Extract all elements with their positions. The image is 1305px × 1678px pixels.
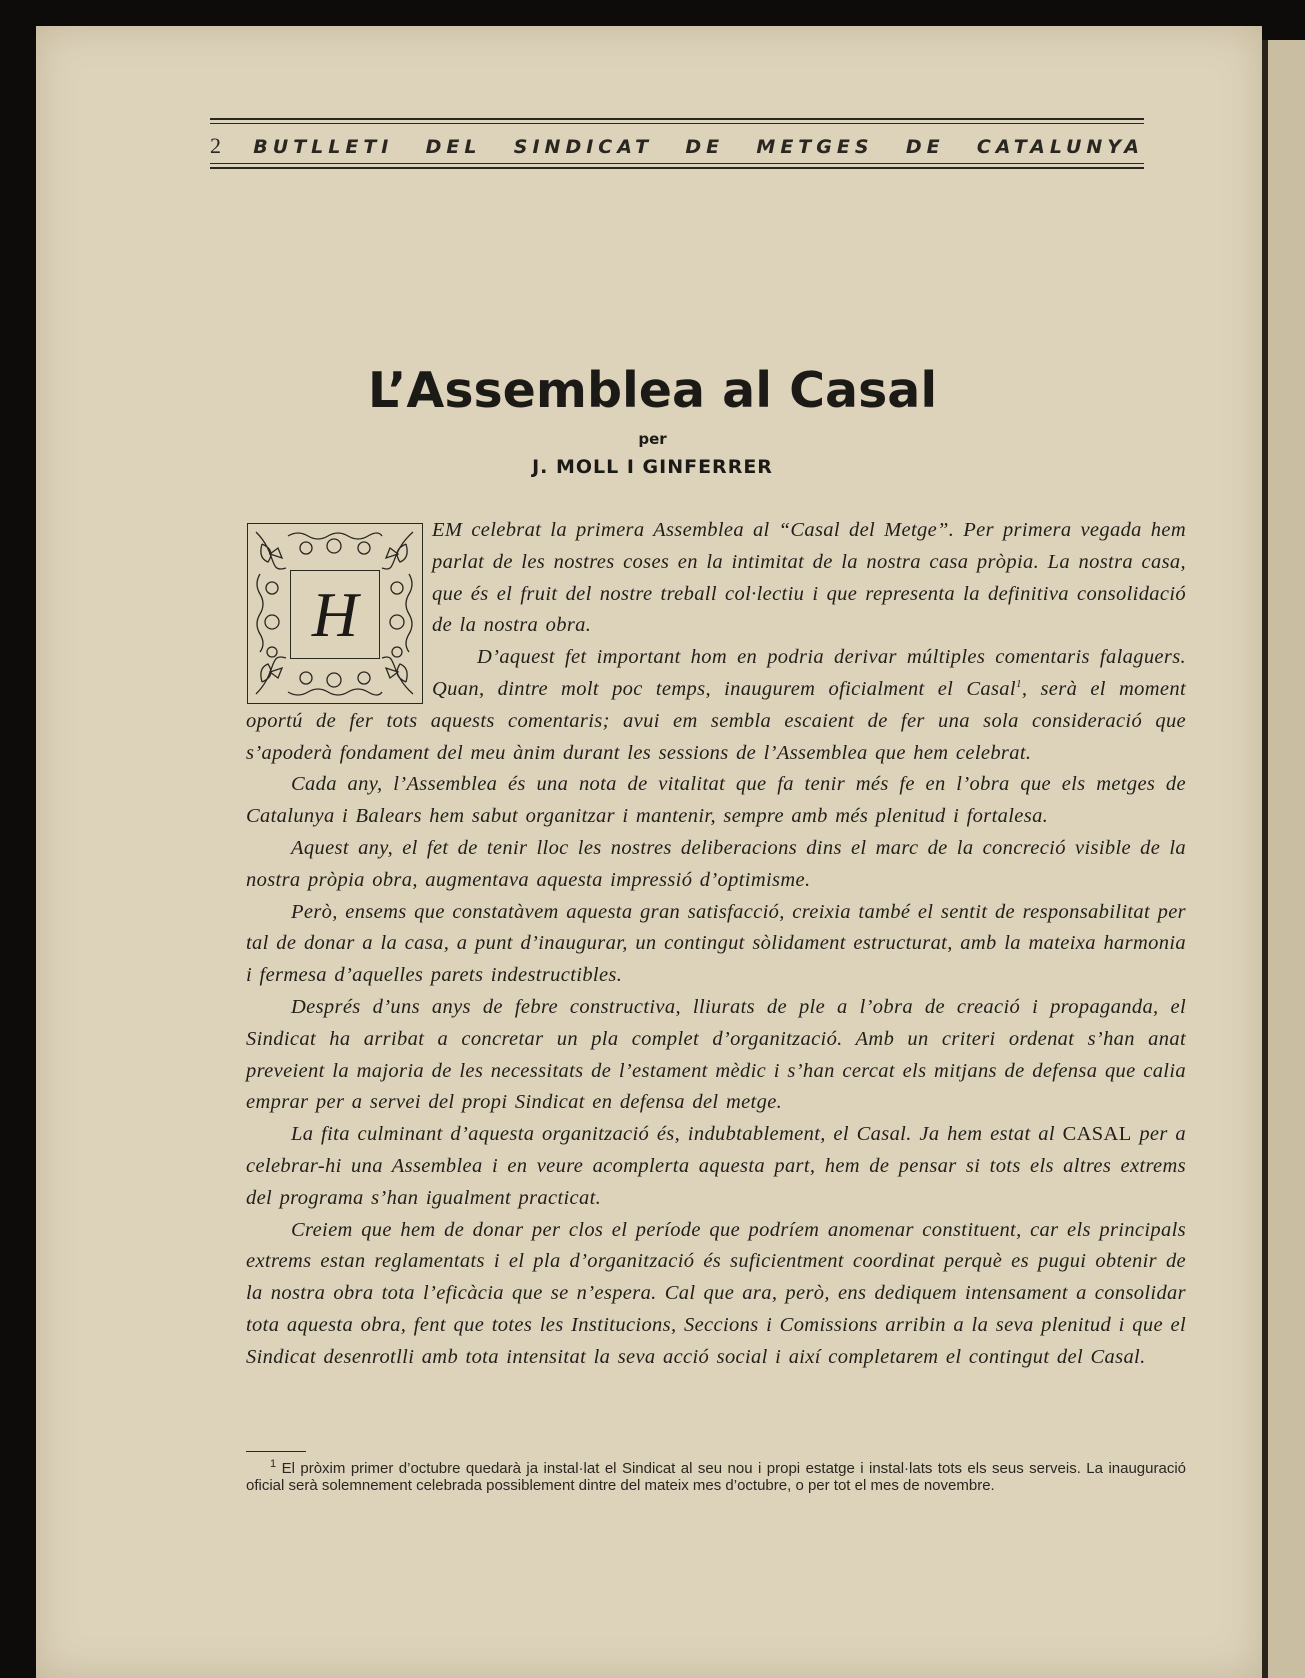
header-rule-top xyxy=(210,118,1144,120)
header-rule-top-thin xyxy=(210,123,1144,124)
header-rule-bottom-thin xyxy=(210,163,1144,164)
footnote-text: El pròxim primer d’octubre quedarà ja instal·lat el Sindicat al seu nou i propi estatge i instal·lats tots els seus serveis. La inauguració oficial serà solemnement celebrada possiblement dintre del mateix mes d’octubre, o per tot el mes de novembre. xyxy=(246,1460,1186,1494)
casal-word: CASAL xyxy=(1062,1123,1132,1146)
paragraph: EM celebrat la primera Assemblea al “Casal del Metge”. Per primera vegada hem parlat de les nostres coses en la intimitat de la nostra casa pròpia. La nostra casa, que és el fruit del nostre treball col·lectiu i que representa la definitiva consolidació de la nostra obra. xyxy=(432,519,1186,637)
facing-page-edge xyxy=(1262,40,1305,1678)
header-word: DEL xyxy=(425,136,482,158)
paragraph: Però, ensems que constatàvem aquesta gran satisfacció, creixia també el sentit de responsabilitat per tal de donar a la casa, a punt d’inaugurar, un contingut sòlidament estructurat, amb la mateixa harmonia i fermesa d’aquelles parets indestructibles. xyxy=(246,900,1186,987)
article-body xyxy=(246,515,1186,1374)
footnote-reference: 1 xyxy=(1015,678,1022,691)
header-word: BUTLLETI xyxy=(253,136,394,158)
paragraph: Creiem que hem de donar per clos el període que podríem anomenar constituent, car els principals extrems estan reglamentats i el pla d’organització és suficientment coordinat perquè es pugui obtenir de la nostra obra tota l’eficàcia que se n’espera. Cal que ara, però, ens dediquem intensament a consolidar tota aquesta obra, fent que totes les Institucions, Seccions i Comissions arribin a la seva plenitud i que el Sindicat desenrotlli amb tota intensitat la seva acció social i així completarem el contingut del Casal. xyxy=(246,1218,1186,1368)
paragraph xyxy=(246,1119,1186,1214)
paragraph: Després d’uns anys de febre constructiva, lliurats de ple a l’obra de creació i propaganda, el Sindicat ha arribat a concretar un pla complet d’organització. Amb un criteri ordenat s’han anat preveient la majoria de les necessitats de l’estament mèdic i s’han cercat els mitjans de defensa que calia emprar per a servei del propi Sindicat en defensa del metge. xyxy=(246,995,1186,1114)
header-rule-bottom xyxy=(210,167,1144,169)
header-word: CATALUNYA xyxy=(976,136,1144,158)
header-word: METGES xyxy=(756,136,874,158)
byline-per: per xyxy=(638,430,667,448)
footnote-separator xyxy=(246,1451,306,1452)
header-word: DE xyxy=(905,136,945,158)
paragraph-text: , serà el moment oportú de fer tots aquests comentaris; avui em sembla escaient de fer una sola consideració que s’apoderà fondament del meu ànim durant les sessions de l’Assemblea que hem celebrat. xyxy=(246,677,1186,764)
drop-cap-letter: H xyxy=(290,570,380,659)
header-word: DE xyxy=(685,136,725,158)
article-title: L’Assemblea al Casal xyxy=(367,362,938,419)
running-header xyxy=(210,118,1144,172)
paragraph-text: D’aquest fet important hom en podria derivar múltiples comentaris falaguers. Quan, dintre molt poc temps, inaugurem oficialment el Casal xyxy=(432,646,1186,700)
paragraph: Aquest any, el fet de tenir lloc les nostres deliberacions dins el marc de la concreció visible de la nostra pròpia obra, augmentava aquesta impressió d’optimisme. xyxy=(246,836,1186,891)
paragraph-text: per a celebrar-hi una Assemblea i en veure acomplerta aquesta part, hem de pensar si tots els altres extrems del programa s’han igualment practicat. xyxy=(246,1123,1186,1209)
header-word: SINDICAT xyxy=(513,136,654,158)
paragraph-text: La fita culminant d’aquesta organització és, indubtablement, el Casal. Ja hem estat al xyxy=(291,1123,1055,1146)
drop-cap-space xyxy=(246,515,432,705)
article-author: J. MOLL I GINFERRER xyxy=(532,456,773,478)
footnote-marker: 1 xyxy=(270,1458,277,1470)
footnote xyxy=(246,1458,1186,1494)
paragraph: Cada any, l’Assemblea és una nota de vitalitat que fa tenir més fe en l’obra que els metges de Catalunya i Balears hem sabut organitzar i mantenir, sempre amb més plenitud i fortalesa. xyxy=(246,773,1186,828)
page-number: 2 xyxy=(210,133,221,158)
